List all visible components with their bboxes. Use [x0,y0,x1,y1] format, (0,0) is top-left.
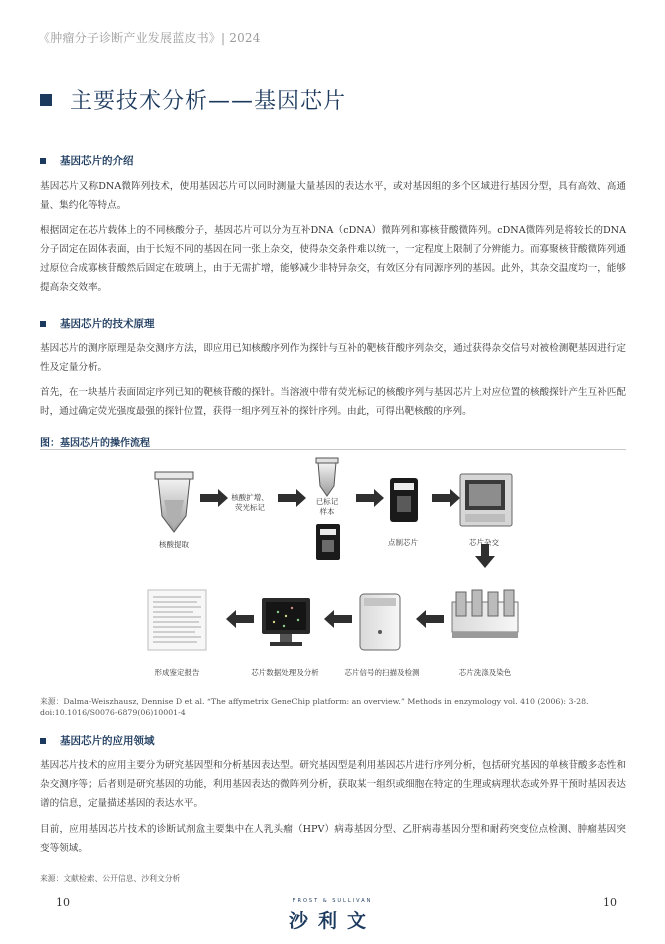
section-bullet-icon [40,158,46,164]
page-source: 来源：文献检索、公开信息、沙利文分析 [40,874,181,883]
logo-chinese: 沙利文 [288,910,376,932]
flow-arrow-icon [432,489,460,507]
step-label-scan: 芯片信号的扫描及检测 [344,668,420,677]
page-number-left: 10 [56,896,70,909]
scanner-icon [360,594,400,650]
step-label-spotting: 点制芯片 [388,538,418,547]
running-header: 《肿瘤分子诊断产业发展蓝皮书》| 2024 [38,31,261,45]
page-title [40,84,346,115]
workflow-figure [40,452,626,687]
intro-paragraph-2: 根据固定在芯片载体上的不同核酸分子，基因芯片可以分为互补DNA（cDNA）微阵列和寡核苷酸微阵列。cDNA微阵列是将较长的DNA分子固定在固体表面，由于长短不同的基因在同一张上杂交，使得杂交条件难以统一，一定程度上限制了分辨能力。而寡聚核苷酸微阵列通过原位合成寡核苷酸然后固定在玻璃上，由于无需扩增，能够减少非特异杂交，有效区分有同源序列的基因。此外，其杂交温度均一，能够提高杂交效率。 [40,225,626,293]
section-bullet-icon [40,321,46,327]
section-heading-application: 基因芯片的应用领域 [40,733,155,748]
flow-arrow-icon [226,610,254,628]
tube-icon [155,472,193,532]
step-label-amplify: 核酸扩增、 荧光标记 [231,493,269,512]
hybridization-oven-icon [460,474,512,526]
step-label-report: 形成鉴定报告 [154,668,200,677]
application-paragraph-1: 基因芯片技术的应用主要分为研究基因型和分析基因表达型。研究基因型是利用基因芯片进行序列分析，包括研究基因的单核苷酸多态性和杂交测序等；后者则是研究基因的功能，利用基因表达的微阵列分析，获取某一组织或细胞在特定的生理或病理状态或外界干预时基因表达谱的信息，定量描述基因的表达水平。 [40,760,626,809]
page-title-text: 主要技术分析——基因芯片 [70,89,347,114]
step-label-extract: 核酸提取 [159,540,189,549]
section-bullet-icon [40,738,46,744]
computer-monitor-icon [262,598,310,646]
flow-arrow-icon [356,489,384,507]
step-label-labeled-sample: 已标记 样本 [315,497,339,516]
labeled-sample-tube-icon [316,458,338,496]
logo-wordmark: FROST & SULLIVAN [292,898,373,904]
workflow-diagram [40,452,626,687]
step-label-wash: 芯片洗涤及染色 [458,668,512,677]
figure-source: 来源：Dalma-Weiszhausz, Dennise D et al. “The affymetrix GeneChip platform: an overview.” Methods in enzymology vol. 410 (2006): 3-28. doi:10.1016/S0076-6879(06)10001-4 [40,697,589,717]
step-label-hybridize: 芯片杂交 [469,538,499,547]
report-document-icon [148,590,206,650]
principle-paragraph-2: 首先，在一块基片表面固定序列已知的靶核苷酸的探针。当溶液中带有荧光标记的核酸序列与基因芯片上对应位置的核酸探针产生互补匹配时，通过确定荧光强度最强的探针位置，获得一组序列互补的探针序列。由此，可得出靶核酸的序列。 [40,387,626,417]
section-heading-intro: 基因芯片的介绍 [40,153,134,168]
wash-station-icon [452,590,518,638]
chip-cartridge-icon [316,524,340,560]
section-heading-principle: 基因芯片的技术原理 [40,316,155,331]
flow-arrow-icon [324,610,352,628]
application-paragraph-2: 目前，应用基因芯片技术的诊断试剂盒主要集中在人乳头瘤（HPV）病毒基因分型、乙肝病毒基因分型和耐药突变位点检测、肿瘤基因突变等领域。 [40,824,626,854]
figure-caption: 图：基因芯片的操作流程 [40,438,150,449]
principle-paragraph-1: 基因芯片的测序原理是杂交测序方法，即应用已知核酸序列作为探针与互补的靶核苷酸序列杂交，通过获得杂交信号对被检测靶基因进行定性及定量分析。 [40,343,626,373]
page-number-right: 10 [603,896,617,909]
flow-arrow-icon [416,610,444,628]
intro-paragraph-1: 基因芯片又称DNA微阵列技术，使用基因芯片可以同时测量大量基因的表达水平，或对基因组的多个区域进行基因分型，具有高效、高通量、集约化等特点。 [40,181,626,211]
company-logo [0,898,665,933]
title-bullet-icon [40,94,52,106]
figure-divider [40,449,626,450]
spotting-chip-icon [390,478,418,522]
step-label-analysis: 芯片数据处理及分析 [251,668,319,677]
